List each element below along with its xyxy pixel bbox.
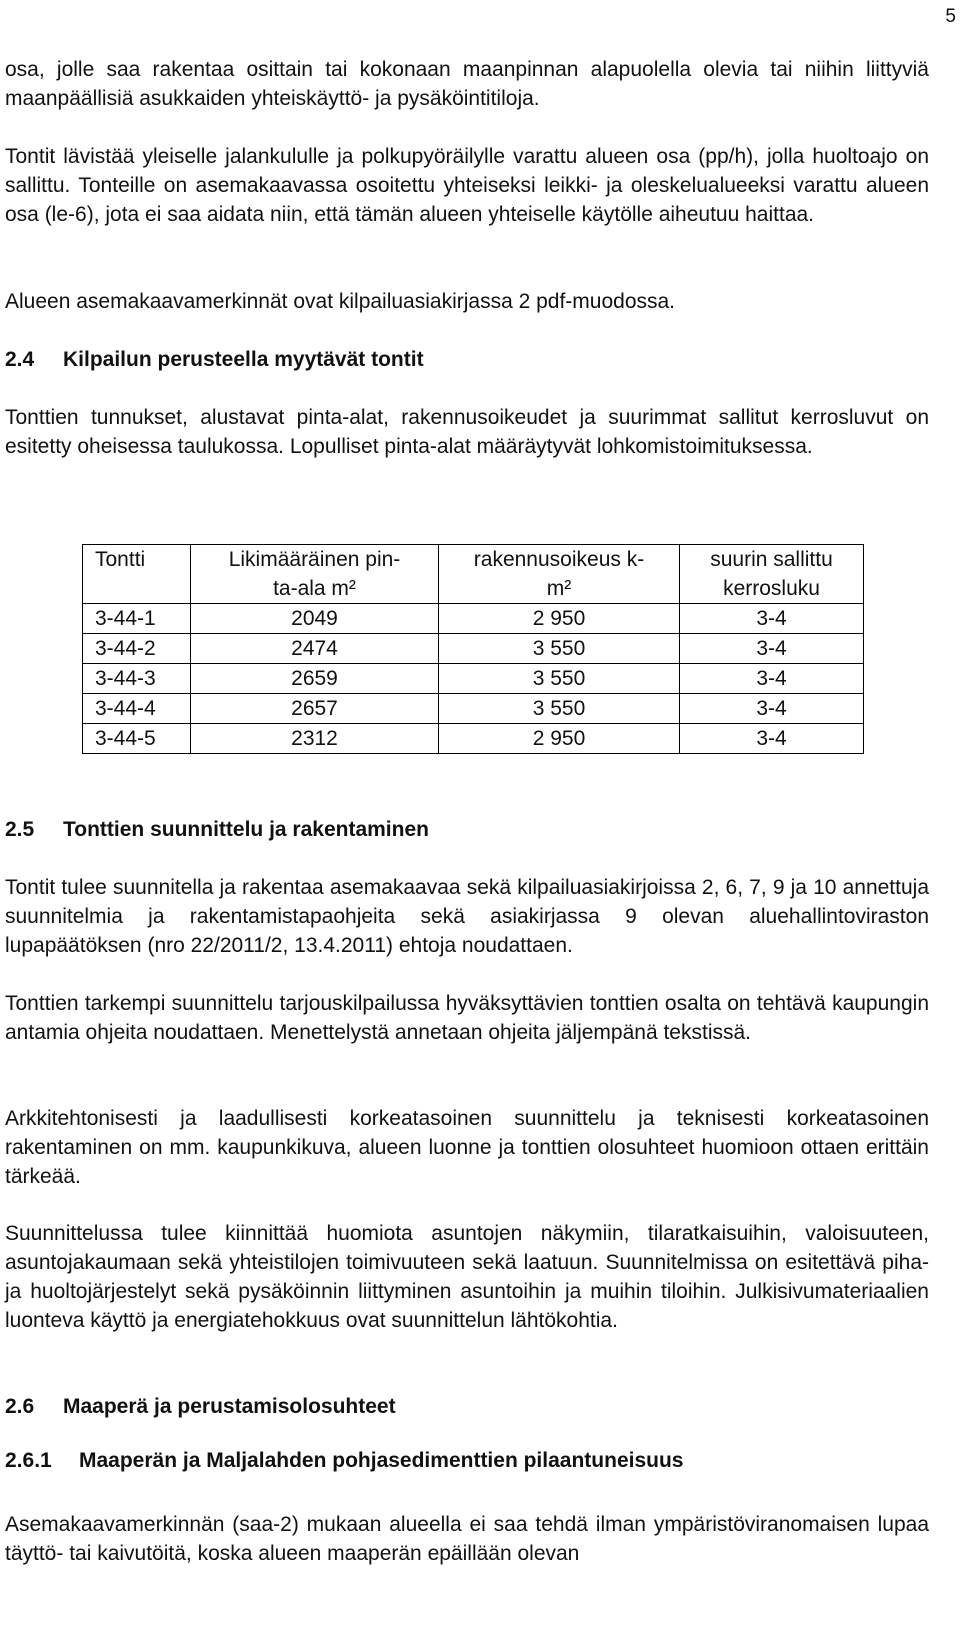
paragraph-architectural-quality: Arkkitehtonisesti ja laadullisesti korkeatasoinen suunnittelu ja teknisesti korkeatasoinen rakentaminen on mm. kaupunkikuva, alueen luonne ja tonttien olosuhteet huomioon ottaen erittäin tärkeää. xyxy=(5,1107,929,1188)
heading-text: Maaperä ja perustamisolosuhteet xyxy=(63,1395,396,1418)
cell-kerrosluku: 3-4 xyxy=(680,634,864,664)
heading-2-6 xyxy=(5,1392,929,1421)
heading-number: 2.6 xyxy=(5,1395,35,1418)
heading-text: Tonttien suunnittelu ja rakentaminen xyxy=(63,818,429,841)
cell-rakennusoikeus: 3 550 xyxy=(439,634,680,664)
heading-2-4 xyxy=(5,345,929,374)
header-pinta-ala: Likimääräinen pin- ta-ala m² xyxy=(191,545,439,604)
heading-text: Kilpailun perusteella myytävät tontit xyxy=(63,348,424,371)
cell-rakennusoikeus: 2 950 xyxy=(439,724,680,754)
cell-pinta-ala: 2312 xyxy=(191,724,439,754)
header-kerrosluku: suurin sallittu kerrosluku xyxy=(680,545,864,604)
cell-kerrosluku: 3-4 xyxy=(680,694,864,724)
cell-tontti: 3-44-4 xyxy=(83,694,191,724)
paragraph-pedestrian-route: Tontit lävistää yleiselle jalankululle ja polkupyöräilylle varattu alueen osa (pp/h), jolla huoltoajo on sallittu. Tonteille on asemakaavassa osoitettu yhteiseksi leikki- ja oleskelualueeksi varattu alueen osa (le-6), jota ei saa aidata niin, että tämän alueen yhteiselle käytölle aiheutuu haittaa. xyxy=(5,145,929,226)
heading-2-6-1 xyxy=(5,1446,929,1475)
heading-2-5 xyxy=(5,815,929,844)
cell-pinta-ala: 2049 xyxy=(191,604,439,634)
paragraph-lot-identifiers: Tonttien tunnukset, alustavat pinta-alat, rakennusoikeudet ja suurimmat sallitut kerrosluvut on esitetty oheisessa taulukossa. Lopulliset pinta-alat määräytyvät lohkomistoimituksessa. xyxy=(5,406,929,458)
table-row xyxy=(83,604,864,634)
paragraph-detailed-design: Tonttien tarkempi suunnittelu tarjouskilpailussa hyväksyttävien tonttien osalta on tehtävä kaupungin antamia ohjeita noudattaen. Menettelystä annetaan ohjeita jäljempänä tekstissä. xyxy=(5,992,929,1044)
paragraph-design-focus: Suunnittelussa tulee kiinnittää huomiota asuntojen näkymiin, tilaratkaisuihin, valoisuuteen, asuntojakaumaan sekä yhteistilojen toimivuuteen sekä laatuun. Suunnitelmissa on esitettävä piha- ja huoltojärjestelyt sekä pysäköinnin liittyminen asuntoihin ja muihin tiloihin. Julkisivumateriaalien luonteva käyttö ja energiatehokkuus ovat suunnittelun lähtökohtia. xyxy=(5,1222,929,1332)
heading-number: 2.5 xyxy=(5,818,35,841)
cell-kerrosluku: 3-4 xyxy=(680,724,864,754)
table-row xyxy=(83,634,864,664)
cell-kerrosluku: 3-4 xyxy=(680,604,864,634)
heading-text: Maaperän ja Maljalahden pohjasedimenttien pilaantuneisuus xyxy=(79,1449,684,1472)
cell-rakennusoikeus: 3 550 xyxy=(439,664,680,694)
header-rakennusoikeus: rakennusoikeus k- m² xyxy=(439,545,680,604)
heading-number: 2.6.1 xyxy=(5,1449,52,1472)
cell-pinta-ala: 2657 xyxy=(191,694,439,724)
table-row xyxy=(83,664,864,694)
paragraph-design-requirements: Tontit tulee suunnitella ja rakentaa asemakaavaa sekä kilpailuasiakirjoissa 2, 6, 7, 9 ja 10 annettuja suunnitelmia ja rakentamistapaohjeita sekä asiakirjassa 9 olevan aluehallintoviraston lupapäätöksen (nro 22/2011/2, 13.4.2011) ehtoja noudattaen. xyxy=(5,876,929,957)
table-row xyxy=(83,724,864,754)
heading-number: 2.4 xyxy=(5,348,35,371)
page-number: 5 xyxy=(945,6,956,27)
cell-pinta-ala: 2659 xyxy=(191,664,439,694)
header-tontti: Tontti xyxy=(83,545,191,604)
cell-pinta-ala: 2474 xyxy=(191,634,439,664)
lots-table xyxy=(82,544,864,754)
cell-tontti: 3-44-3 xyxy=(83,664,191,694)
table-row xyxy=(83,694,864,724)
paragraph-soil-contamination: Asemakaavamerkinnän (saa-2) mukaan alueella ei saa tehdä ilman ympäristöviranomaisen lupaa täyttö- tai kaivutöitä, koska alueen maaperän epäillään olevan xyxy=(5,1513,929,1565)
cell-tontti: 3-44-2 xyxy=(83,634,191,664)
cell-tontti: 3-44-5 xyxy=(83,724,191,754)
table-header-row xyxy=(83,545,864,604)
cell-rakennusoikeus: 2 950 xyxy=(439,604,680,634)
cell-tontti: 3-44-1 xyxy=(83,604,191,634)
cell-kerrosluku: 3-4 xyxy=(680,664,864,694)
paragraph-plan-markings: Alueen asemakaavamerkinnät ovat kilpailuasiakirjassa 2 pdf-muodossa. xyxy=(5,290,676,313)
cell-rakennusoikeus: 3 550 xyxy=(439,694,680,724)
paragraph-underground-spaces: osa, jolle saa rakentaa osittain tai kokonaan maanpinnan alapuolella olevia tai niihin liittyviä maanpäällisiä asukkaiden yhteiskäyttö- ja pysäköintitiloja. xyxy=(5,58,929,110)
